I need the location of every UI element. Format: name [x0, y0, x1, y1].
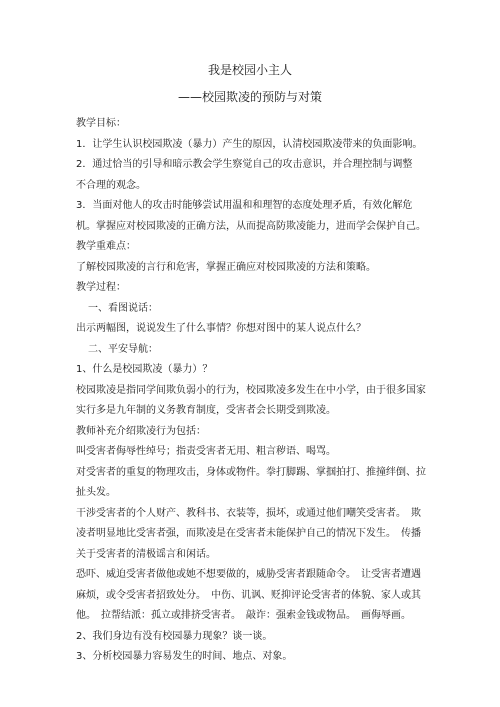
paragraph-line: 出示两幅图，说说发生了什么事情？你想对图中的某人说点什么？	[76, 323, 366, 334]
paragraph-line: 机。掌握应对校园欺凌的正确方法，从而提高防欺凌能力，进而学会保护自己。	[76, 220, 426, 232]
paragraph-line: 麻烦，或令受害者招致处分。 中伤、讥讽、贬抑评论受害者的体貌、家人或其	[76, 589, 421, 601]
subsection-heading: 二、平安导航：	[88, 343, 158, 355]
paragraph-line: 1．让学生认识校园欺凌（暴力）产生的原因，认清校园欺凌带来的负面影响。	[76, 138, 423, 150]
paragraph-line: 干涉受害者的个人财产、教科书、衣装等，损坏，或通过他们嘲笑受害者。 欺	[76, 507, 421, 519]
document-body	[76, 114, 426, 668]
paragraph-line: 凌者明显地比受害者强，而欺凌是在受害者未能保护自己的情况下发生。 传播	[76, 528, 421, 539]
paragraph-line: 恐吓、威迫受害者做他或她不想要做的，威胁受害者跟随命令。 让受害者遭遇	[76, 569, 421, 580]
paragraph-line: 扯头发。	[76, 487, 116, 498]
paragraph-line: 2．通过恰当的引导和暗示教会学生察觉自己的攻击意识，并合理控制与调整	[76, 159, 413, 170]
subsection-heading: 一、看图说话：	[88, 302, 158, 314]
paragraph-line: 3、分析校园暴力容易发生的时间、地点、对象。	[76, 651, 293, 662]
paragraph-line: 了解校园欺凌的言行和危害，掌握正确应对校园欺凌的方法和策略。	[76, 261, 376, 273]
paragraph-line: 叫受害者侮辱性绰号；指责受害者无用、粗言秽语、喝骂。	[76, 446, 336, 457]
paragraph-line: 实行多是九年制的义务教育制度，受害者会长期受到欺凌。	[76, 405, 336, 416]
paragraph-line: 1、什么是校园欺凌（暴力）？	[76, 364, 213, 375]
paragraph-line: 校园欺凌是指同学间欺负弱小的行为，校园欺凌多发生在中小学，由于很多国家	[76, 384, 426, 396]
document-title: 我是校园小主人	[207, 63, 292, 77]
paragraph-line: 关于受害者的清极谣言和闲话。	[76, 548, 216, 560]
paragraph-line: 不合理的观念。	[76, 179, 146, 191]
document-subtitle: ——校园欺凌的预防与对策	[177, 90, 322, 104]
paragraph-line: 对受害者的重复的物理攻击，身体或物件。拳打脚踢、掌掴拍打、推撞绊倒、拉	[76, 466, 426, 478]
paragraph-line: 3．当面对他人的攻击时能够尝试用温和和理智的态度处理矛盾，有效化解危	[76, 200, 413, 211]
section-heading-process: 教学过程：	[76, 282, 126, 293]
section-heading-objectives: 教学目标：	[76, 118, 126, 129]
paragraph-line: 教师补充介绍欺凌行为包括：	[76, 425, 206, 437]
section-heading-key-points: 教学重难点：	[76, 241, 136, 252]
paragraph-line: 2、我们身边有没有校园暴力现象？谈一谈。	[76, 630, 273, 642]
paragraph-line: 他。 拉帮结派：孤立或排挤受害者。 敲诈：强索金钱或物品。 画侮辱画。	[76, 610, 411, 621]
